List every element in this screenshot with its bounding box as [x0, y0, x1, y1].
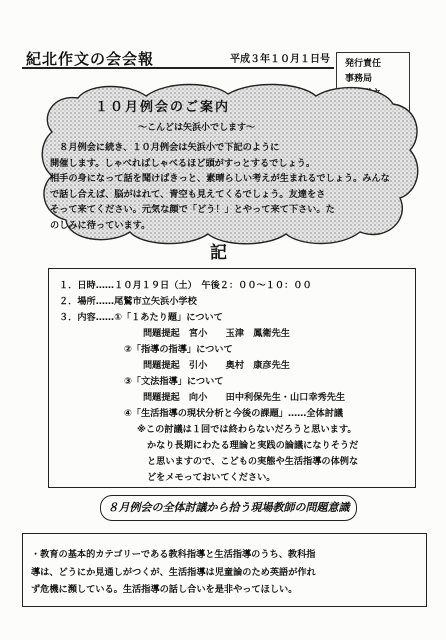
detail-date: １．日時……１０月１９日（土） 午後２：００～１０：００ — [59, 280, 312, 291]
notice-line: 開催します。しゃべればしゃべるほど頭がすっとするでしょう。 — [50, 157, 316, 169]
topic-line: ③「文法指導」について — [124, 376, 224, 387]
issue-text — [31, 546, 421, 599]
notice-line: 相手の身になって話を聞けばきっと、素晴らしい考えが生まれるでしょう。みんな — [50, 173, 390, 184]
topic-line: ②「指導の指導」について — [124, 344, 233, 355]
notice-line: そって来てください。元気な顔で「どう！」とやって来て下さい。た — [50, 204, 335, 215]
notice-line: のしみに待っています。 — [50, 219, 151, 231]
presenter-line: 問題提起 引小 奥村 康彦先生 — [143, 360, 290, 371]
publisher-line: 事務局 — [345, 74, 373, 84]
header-rule — [22, 67, 334, 69]
presenter-line: 問題提起 宮小 玉津 鳳衛先生 — [143, 328, 290, 339]
notice-line: で話し合えば、脳がはれて、青空も見えてくるでしょう。友達をさ — [50, 188, 326, 200]
presenter-line: 問題提起 向小 田中利保先生・山口幸秀先生 — [143, 392, 346, 403]
issue-line: ず危機に瀕している。生活指導の話し合いを是非やってほしい。 — [31, 584, 298, 595]
notice-subtitle: ～こんどは矢浜小でします～ — [138, 123, 256, 133]
issue-date: 平成３年１０月１日号 — [230, 54, 330, 65]
notice-line: ８月例会に続き、１０月例会は矢浜小で下記のように — [50, 142, 280, 153]
ki-heading: 記 — [210, 243, 227, 263]
note-line: と思いますので、こどもの実態や生活指導の体例な — [147, 456, 359, 467]
detail-place: ２．場所……尾鷲市立矢浜小学校 — [59, 296, 197, 307]
detail-content: ３．内容……①「１あたり題」について — [59, 312, 223, 323]
issue-line: ・教育の基本的カテゴリーである教科指導と生活指導のうち、教科指 — [31, 549, 316, 560]
notice-title: １０月例会のご案内 — [95, 100, 231, 115]
note-line: ※この討議は１回では終わらないだろうと思います。 — [137, 424, 357, 435]
publisher-line: 発行責任 — [345, 59, 382, 69]
notice-body — [50, 140, 402, 233]
newsletter-title: 紀北作文の会会報 — [26, 50, 155, 68]
issue-banner: ８月例会の全体討議から拾う現場教師の問題意識 — [100, 495, 357, 521]
note-line: かなり長期にわたる理論と実践の論議になりそうだ — [147, 440, 359, 451]
issue-line: 導は、どうにか見通しがつくが、生活指導は児童論のため英語が作れ — [31, 566, 316, 578]
issue-box — [22, 533, 427, 607]
topic-line: ④「生活指導の現状分析と今後の課題」……全体討議 — [124, 408, 344, 419]
details-box — [48, 268, 416, 488]
note-line: どをメモっておいてください。 — [147, 472, 276, 483]
